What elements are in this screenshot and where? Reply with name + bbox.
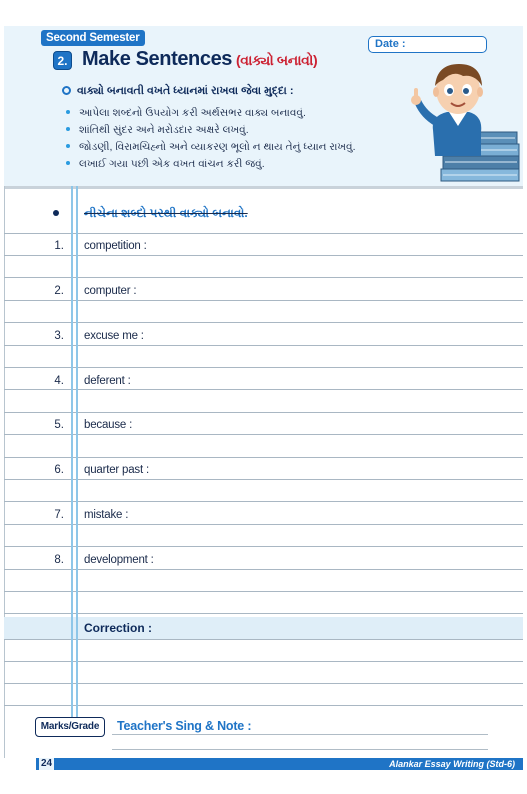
- ruled-line: [4, 322, 523, 323]
- ruled-line: [4, 389, 523, 390]
- tip-text: શાંતિથી સુંદર અને મરોડદાર અક્ષરે લખવું.: [79, 124, 249, 136]
- header-divider: [4, 186, 523, 189]
- ruled-line: [4, 569, 523, 570]
- ruled-line: [4, 591, 523, 592]
- title-gujarati: (વાક્યો બનાવો): [236, 52, 318, 68]
- ruled-line: [4, 255, 523, 256]
- book-title: Alankar Essay Writing (Std-6): [389, 759, 515, 769]
- exercise-number: 6.: [54, 464, 64, 476]
- margin-line: [71, 186, 73, 732]
- bullet-icon: [53, 210, 59, 216]
- tip-item: [66, 105, 356, 122]
- correction-label: Correction :: [84, 621, 153, 635]
- points-heading: [62, 85, 294, 98]
- exercise-word: quarter past :: [84, 464, 149, 476]
- signature-line: [112, 749, 488, 750]
- page-number: 24: [41, 758, 53, 769]
- points-heading-text: વાક્યો બનાવતી વખતે ધ્યાનમાં રાખવા જેવા મુદ્દા :: [77, 85, 294, 97]
- exercise-word: because :: [84, 419, 133, 431]
- marks-grade-box: Marks/Grade: [35, 717, 105, 737]
- ruled-line: [4, 546, 523, 547]
- ruled-line: [4, 233, 523, 234]
- date-field[interactable]: [368, 36, 487, 53]
- tip-text: લખાઈ ગયા પછી એક વખત વાંચન કરી જવું.: [79, 158, 265, 170]
- student-with-books-illustration: [403, 60, 521, 184]
- ruled-line: [4, 613, 523, 614]
- ruled-line: [4, 457, 523, 458]
- footer-bar: [36, 758, 523, 770]
- exercise-number: 4.: [54, 375, 64, 387]
- title-english: Make Sentences: [82, 48, 233, 70]
- date-label: Date :: [375, 38, 406, 50]
- page-title: [82, 48, 317, 71]
- margin-line: [76, 186, 78, 732]
- tip-item: [66, 156, 356, 173]
- ruled-line: [4, 345, 523, 346]
- exercise-word: deferent :: [84, 375, 131, 387]
- exercise-word: excuse me :: [84, 330, 144, 342]
- exercise-word: development :: [84, 554, 154, 566]
- tip-text: જોડણી, વિરામચિહ્નો અને વ્યાકરણ ભૂલો ન થાય તેનું ધ્યાન રાખવું.: [79, 141, 356, 153]
- signature-line: [112, 734, 488, 735]
- teacher-note-label: Teacher's Sing & Note :: [117, 719, 252, 733]
- ring-bullet-icon: [62, 86, 71, 95]
- exercise-word: computer :: [84, 285, 137, 297]
- tip-item: [66, 139, 356, 156]
- exercise-number: 5.: [54, 419, 64, 431]
- ruled-line: [4, 300, 523, 301]
- tip-item: [66, 122, 356, 139]
- exercise-number: 8.: [54, 554, 64, 566]
- ruled-line: [4, 479, 523, 480]
- lesson-number-badge: 2.: [53, 51, 72, 70]
- left-border-line: [4, 186, 5, 758]
- tips-list: [66, 105, 356, 173]
- bullet-icon: [66, 110, 70, 114]
- exercise-number: 2.: [54, 285, 64, 297]
- ruled-line: [4, 501, 523, 502]
- exercise-number: 3.: [54, 330, 64, 342]
- tip-text: આપેલા શબ્દનો ઉપયોગ કરી અર્થસભર વાક્ય બનાવવું.: [79, 107, 306, 119]
- ruled-line: [4, 434, 523, 435]
- ruled-line: [4, 661, 523, 662]
- ruled-line: [4, 705, 523, 706]
- bullet-icon: [66, 161, 70, 165]
- ruled-line: [4, 277, 523, 278]
- ruled-line: [4, 412, 523, 413]
- ruled-line: [4, 524, 523, 525]
- ruled-line: [4, 367, 523, 368]
- ruled-line: [4, 639, 523, 640]
- correction-band: [4, 617, 523, 639]
- exercise-word: competition :: [84, 240, 147, 252]
- bullet-icon: [66, 127, 70, 131]
- instruction-text: નીચેના શબ્દો પરથી વાક્યો બનાવો.: [84, 206, 248, 220]
- bullet-icon: [66, 144, 70, 148]
- semester-tag: Second Semester: [41, 30, 145, 46]
- ruled-line: [4, 683, 523, 684]
- exercise-word: mistake :: [84, 509, 129, 521]
- exercise-number: 1.: [54, 240, 64, 252]
- exercise-number: 7.: [54, 509, 64, 521]
